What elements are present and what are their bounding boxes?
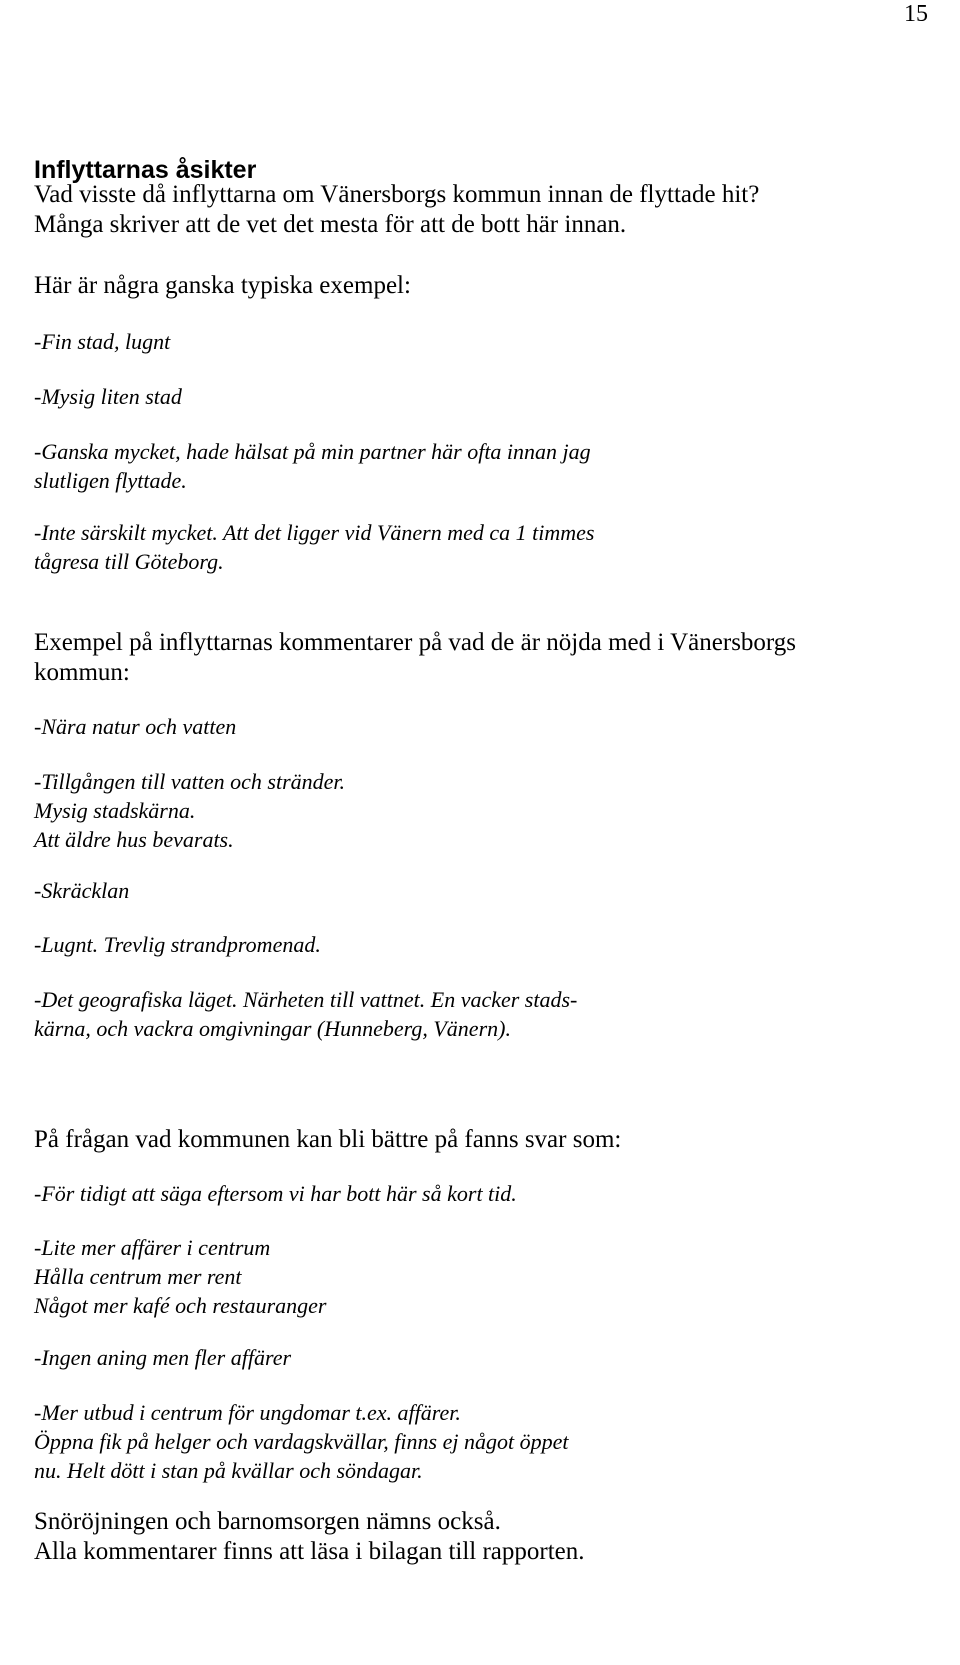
improve-quote-3: -Ingen aning men fler affärer [34, 1345, 292, 1370]
satisfied-quote-2-line-3: Att äldre hus bevarats. [34, 827, 234, 852]
satisfied-quote-5-line-1: -Det geografiska läget. Närheten till vattnet. En vacker stads- [34, 987, 578, 1012]
satisfied-quote-5-line-2: kärna, och vackra omgivningar (Hunneberg, Vänern). [34, 1016, 511, 1041]
closing-paragraph [34, 1507, 585, 1567]
intro-paragraph [34, 180, 759, 240]
section-heading: Inflyttarnas åsikter [34, 156, 257, 184]
satisfied-intro-line-2: kommun: [34, 659, 130, 686]
satisfied-quote-2-line-2: Mysig stadskärna. [34, 798, 196, 823]
examples-intro: Här är några ganska typiska exempel: [34, 272, 411, 299]
example-quote-4-line-1: -Inte särskilt mycket. Att det ligger vid Vänern med ca 1 timmes [34, 520, 595, 545]
improve-quote-4-line-2: Öppna fik på helger och vardagskvällar, finns ej något öppet [34, 1429, 569, 1454]
satisfied-intro [34, 628, 796, 688]
example-quote-1: -Fin stad, lugnt [34, 329, 171, 354]
example-quote-2: -Mysig liten stad [34, 384, 182, 409]
improve-quote-2 [34, 1233, 326, 1320]
example-quote-3 [34, 437, 591, 495]
intro-line-1: Vad visste då inflyttarna om Vänersborgs kommun innan de flyttade hit? [34, 181, 760, 208]
improve-quote-1: -För tidigt att säga eftersom vi har bott här så kort tid. [34, 1181, 517, 1206]
satisfied-quote-1: -Nära natur och vatten [34, 714, 237, 739]
page-number: 15 [904, 1, 928, 27]
intro-line-2: Många skriver att de vet det mesta för att de bott här innan. [34, 211, 627, 238]
example-quote-3-line-1: -Ganska mycket, hade hälsat på min partner här ofta innan jag [34, 439, 591, 464]
improve-quote-2-line-2: Hålla centrum mer rent [34, 1264, 242, 1289]
example-quote-3-line-2: slutligen flyttade. [34, 468, 187, 493]
satisfied-quote-4: -Lugnt. Trevlig strandpromenad. [34, 932, 321, 957]
closing-line-2: Alla kommentarer finns att läsa i bilagan till rapporten. [34, 1538, 585, 1565]
improve-quote-4 [34, 1398, 568, 1485]
improve-intro: På frågan vad kommunen kan bli bättre på fanns svar som: [34, 1126, 622, 1153]
improve-quote-4-line-1: -Mer utbud i centrum för ungdomar t.ex. affärer. [34, 1400, 461, 1425]
improve-quote-2-line-1: -Lite mer affärer i centrum [34, 1235, 271, 1260]
example-quote-4 [34, 518, 594, 576]
satisfied-quote-2 [34, 767, 345, 854]
satisfied-quote-5 [34, 985, 577, 1043]
satisfied-quote-2-line-1: -Tillgången till vatten och stränder. [34, 769, 346, 794]
satisfied-intro-line-1: Exempel på inflyttarnas kommentarer på vad de är nöjda med i Vänersborgs [34, 629, 797, 656]
improve-quote-2-line-3: Något mer kafé och restauranger [34, 1293, 327, 1318]
closing-line-1: Snöröjningen och barnomsorgen nämns också. [34, 1508, 501, 1535]
satisfied-quote-3: -Skräcklan [34, 878, 130, 903]
example-quote-4-line-2: tågresa till Göteborg. [34, 549, 224, 574]
improve-quote-4-line-3: nu. Helt dött i stan på kvällar och söndagar. [34, 1458, 423, 1483]
